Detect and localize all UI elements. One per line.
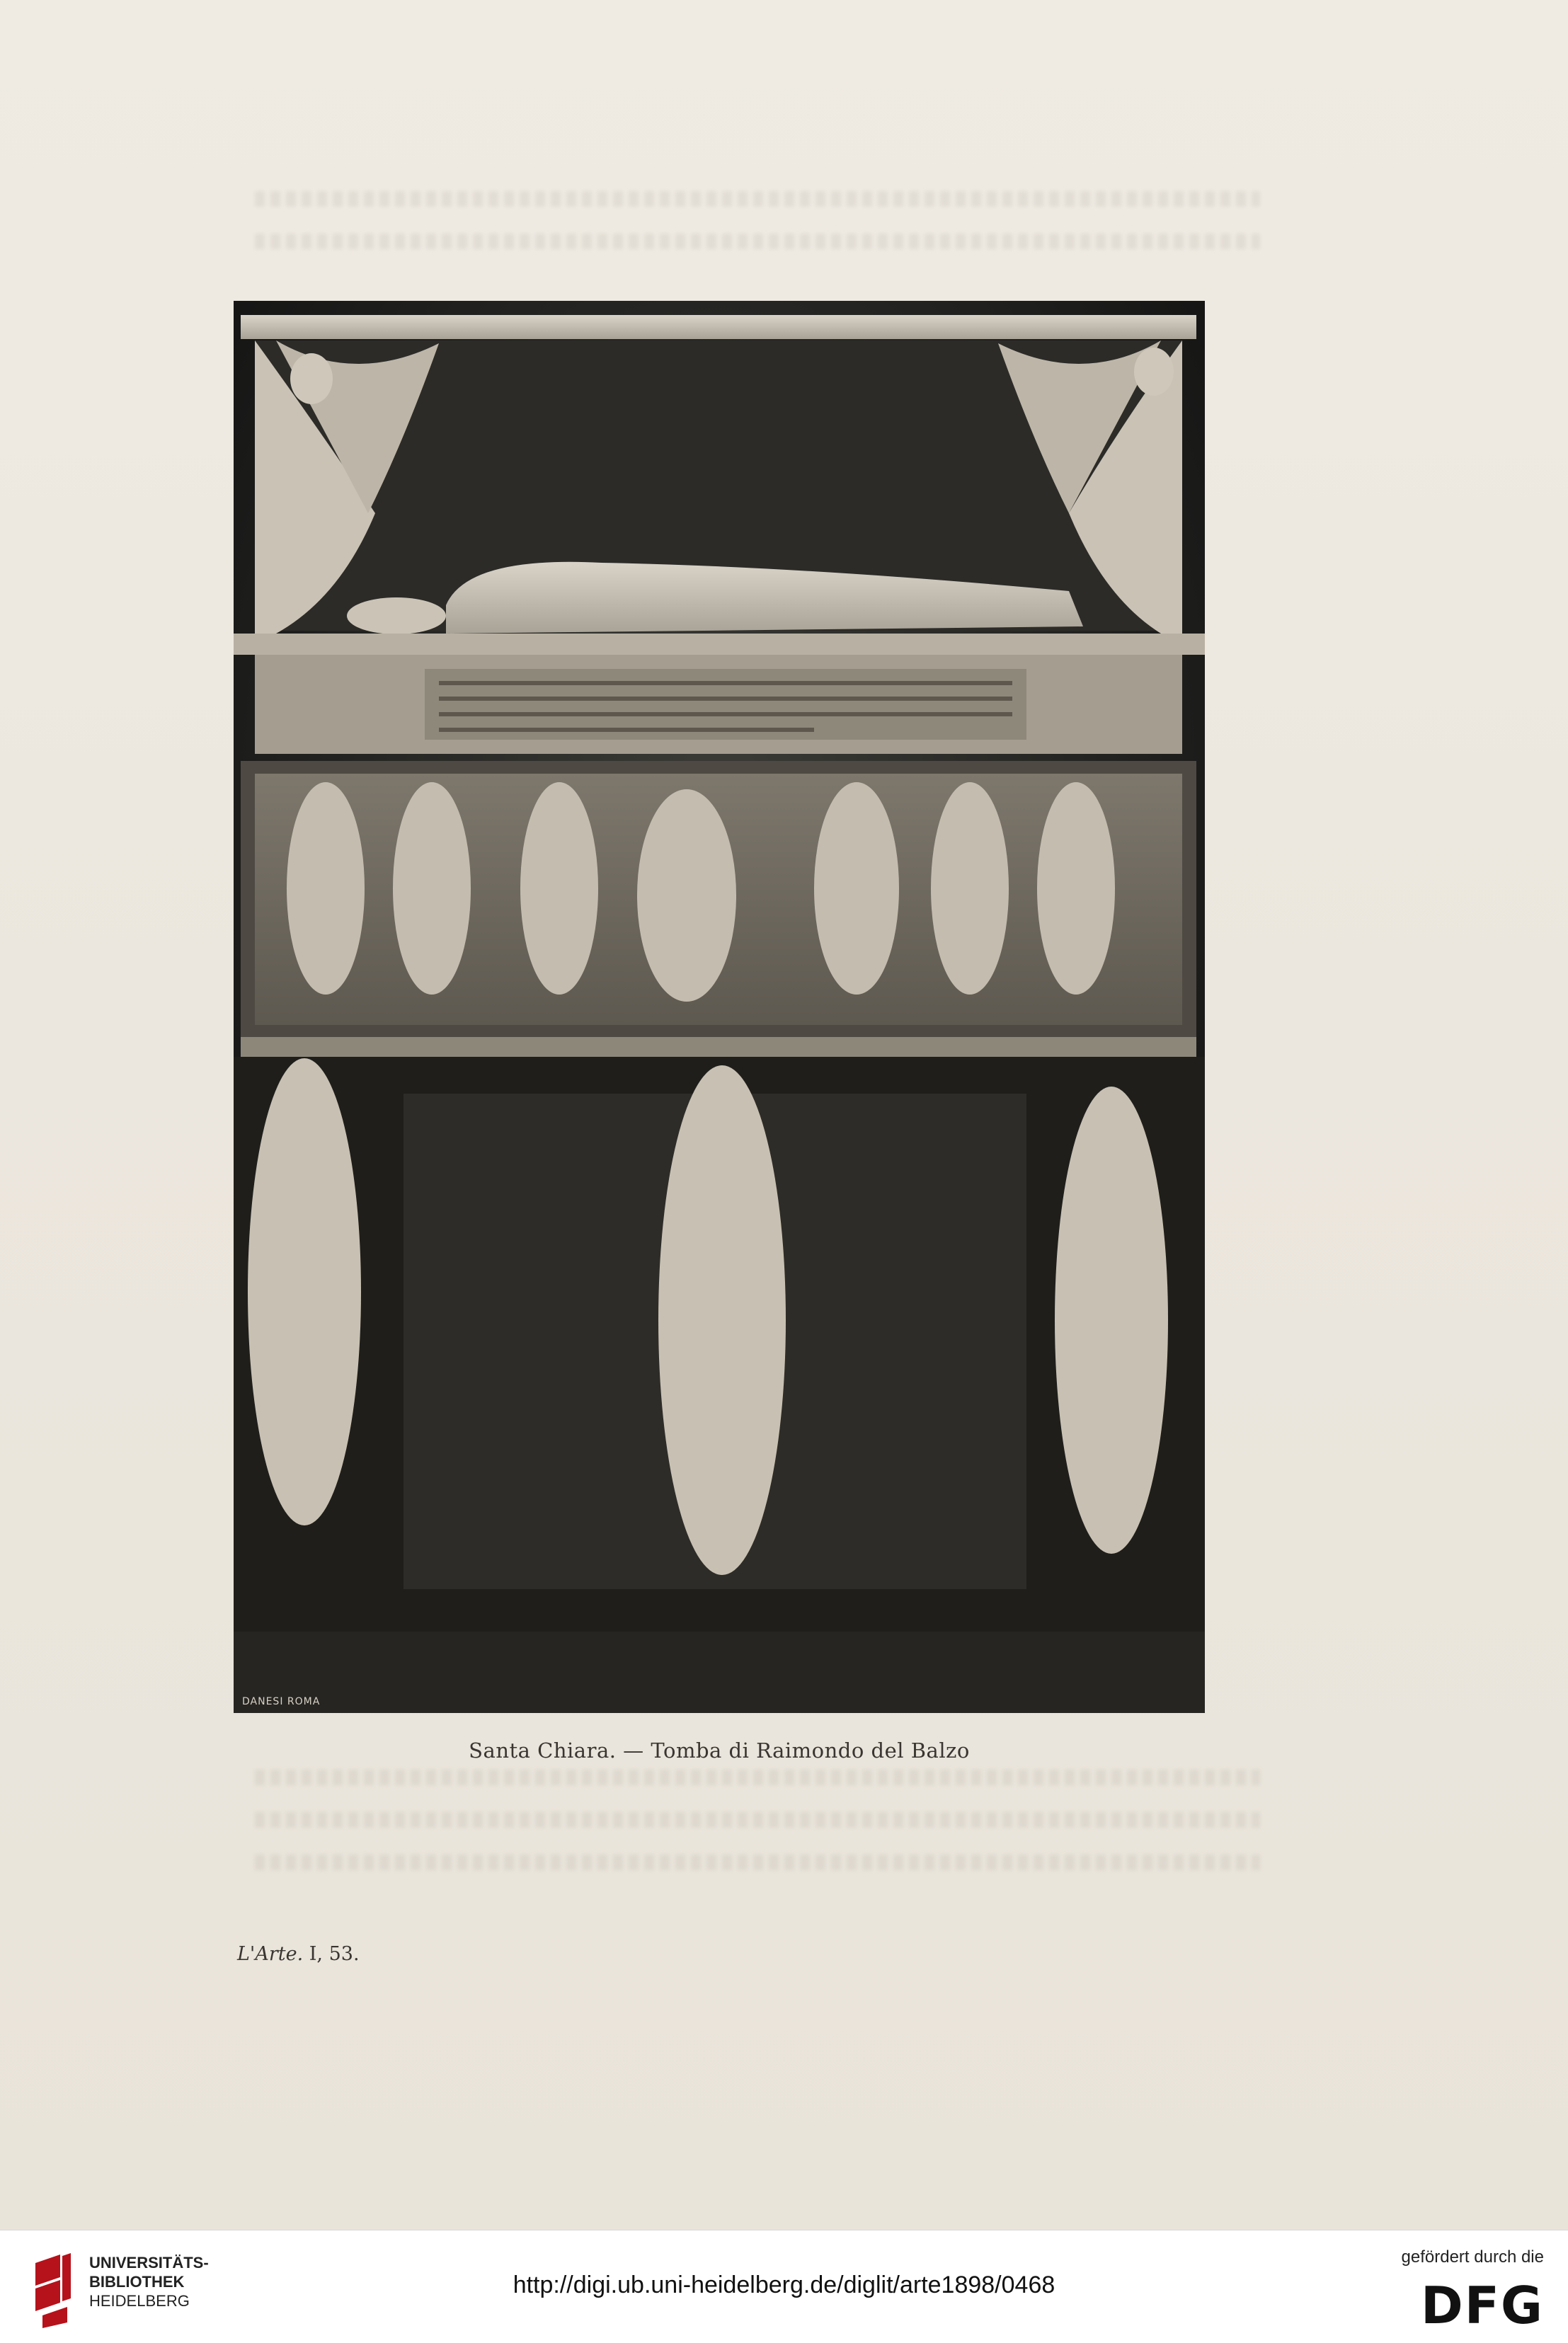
tomb-illustration xyxy=(234,301,1205,1713)
tomb-photograph xyxy=(234,301,1205,1713)
journal-name: L'Arte. xyxy=(237,1943,304,1965)
bleed-through-text xyxy=(255,191,1260,207)
library-name-line: BIBLIOTHEK xyxy=(89,2273,185,2291)
bleed-through-text xyxy=(255,234,1260,249)
library-name-line: UNIVERSITÄTS- xyxy=(89,2254,209,2272)
bleed-through-text xyxy=(255,1855,1260,1870)
bleed-through-text xyxy=(255,1770,1260,1785)
funder-label: gefördert durch die xyxy=(1401,2247,1544,2267)
dfg-logo: DFG xyxy=(1420,2276,1544,2335)
digitization-footer xyxy=(0,2230,1568,2343)
photographer-mark: DANESI ROMA xyxy=(242,1696,321,1707)
signature-mark xyxy=(237,1943,360,1965)
plate-caption: Santa Chiara. — Tomba di Raimondo del Balzo xyxy=(469,1738,970,1763)
library-name-line: HEIDELBERG xyxy=(89,2292,190,2310)
bleed-through-text xyxy=(255,1812,1260,1828)
source-url[interactable]: http://digi.ub.uni-heidelberg.de/diglit/arte1898/0468 xyxy=(513,2272,1055,2298)
signature-number: I, 53. xyxy=(309,1943,360,1965)
